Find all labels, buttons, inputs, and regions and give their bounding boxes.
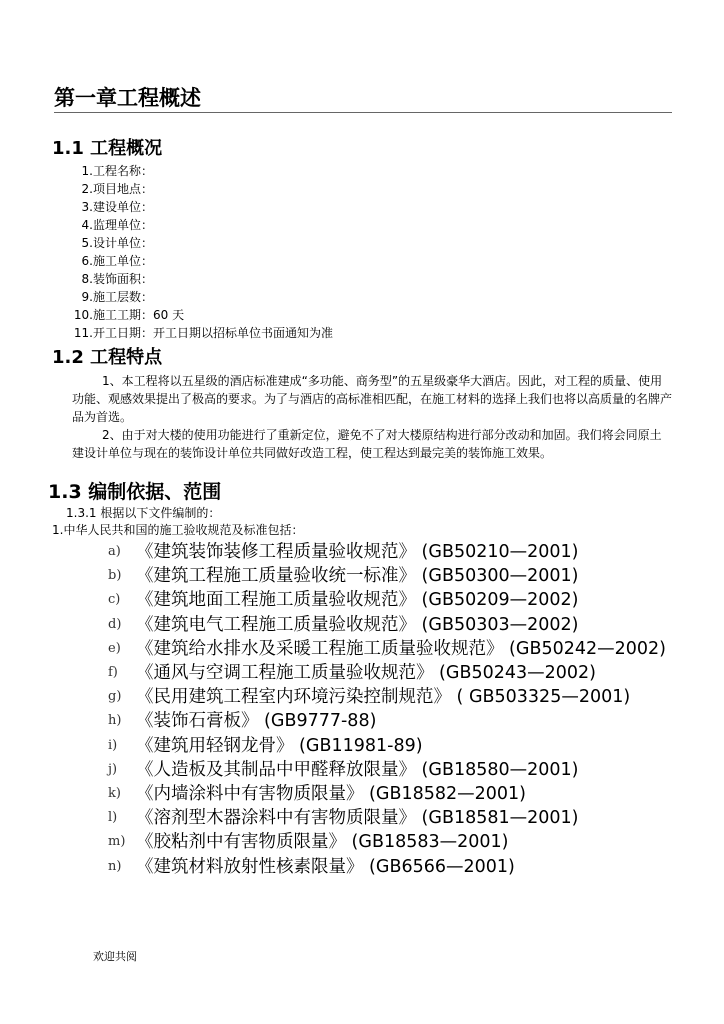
- list-item: e) 《建筑给水排水及采暖工程施工质量验收规范》 (GB50242—2002): [108, 638, 666, 659]
- section-1-1-heading: 1.1 工程概况: [52, 138, 163, 159]
- list-item: g) 《民用建筑工程室内环境污染控制规范》 ( GB503325—2001): [108, 687, 631, 708]
- list-item: k) 《内墙涂料中有害物质限量》 (GB18582—2001): [108, 784, 526, 805]
- list-item: 4.监理单位：: [81, 218, 154, 232]
- list-item: h) 《装饰石膏板》 (GB9777-88): [108, 711, 377, 732]
- list-item: 2.项目地点：: [81, 182, 154, 196]
- standards-intro: 1.中华人民共和国的施工验收规范及标准包括：: [52, 523, 304, 537]
- list-item: 10.施工工期：60 天: [73, 308, 185, 322]
- list-item: b) 《建筑工程施工质量验收统一标准》 (GB50300—2001): [108, 566, 579, 587]
- page-footer: 欢迎共阅: [93, 950, 137, 963]
- list-item: i) 《建筑用轻钢龙骨》 (GB11981-89): [108, 735, 423, 756]
- list-item: 8.装饰面积：: [81, 272, 154, 286]
- section-1-3-heading: 1.3 编制依据、范围: [48, 481, 222, 503]
- list-item: 6.施工单位：: [81, 254, 154, 268]
- list-item: l) 《溶剂型木器涂料中有害物质限量》 (GB18581—2001): [108, 808, 579, 829]
- list-item: 9.施工层数：: [81, 290, 154, 304]
- list-item: j) 《人造板及其制品中甲醛释放限量》 (GB18580—2001): [108, 759, 579, 780]
- list-item: 11.开工日期：开工日期以招标单位书面通知为准: [73, 326, 334, 340]
- section-1-2-heading: 1.2 工程特点: [52, 347, 163, 368]
- feature-paragraph-2: 2、由于对大楼的使用功能进行了重新定位，避免不了对大楼原结构进行部分改动和加固。我们将会同原土建设计单位与现在的装饰设计单位共同做好改造工程，使工程达到最完美的装饰施工效果。: [72, 428, 662, 460]
- feature-paragraph-1: 1、本工程将以五星级的酒店标准建成“多功能、商务型”的五星级豪华大酒店。因此，对工程的质量、使用功能、观感效果提出了极高的要求。为了与酒店的高标准相匹配，在施工材料的选择上我们也将以高质量的名牌产品为首选。: [72, 374, 673, 424]
- list-item: a) 《建筑装饰装修工程质量验收规范》 (GB50210—2001): [108, 542, 579, 562]
- list-item: 3.建设单位：: [81, 200, 154, 214]
- subsection-1-3-1: 1.3.1 根据以下文件编制的：: [66, 506, 221, 520]
- standards-list: [108, 540, 680, 879]
- list-item: 1.工程名称：: [81, 164, 154, 178]
- list-item: d) 《建筑电气工程施工质量验收规范》 (GB50303—2002): [108, 614, 579, 635]
- list-item: m) 《胶粘剂中有害物质限量》 (GB18583—2001): [108, 832, 509, 853]
- project-info-list: [48, 162, 333, 342]
- list-item: c) 《建筑地面工程施工质量验收规范》 (GB50209—2002): [108, 590, 579, 611]
- chapter-title: 第一章工程概述: [54, 84, 672, 113]
- list-item: 5.设计单位：: [81, 236, 154, 250]
- list-item: n) 《建筑材料放射性核素限量》 (GB6566—2001): [108, 856, 515, 877]
- list-item: f) 《通风与空调工程施工质量验收规范》 (GB50243—2002): [108, 663, 596, 684]
